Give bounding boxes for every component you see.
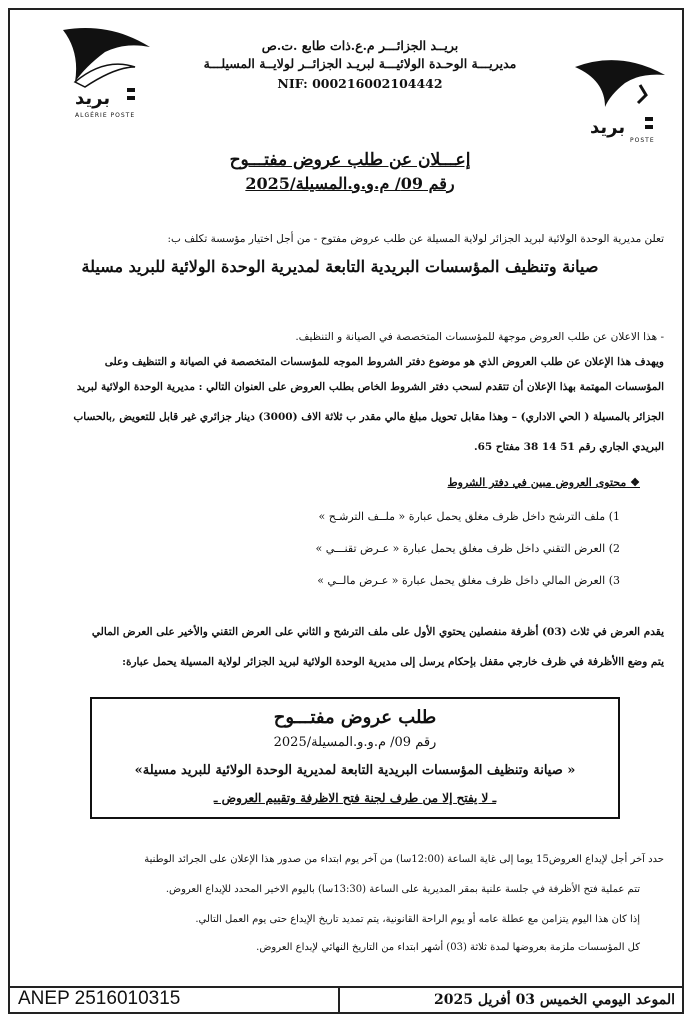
algerie-poste-logo-right: [570, 55, 670, 145]
logo-left-caption: ALGÉRIE POSTE: [75, 112, 136, 119]
contents-item: 3) العرض المالي داخل ظرف مغلق يحمل عبارة « عـرض مالــي »: [317, 574, 620, 587]
submission-line-2: يتم وضع االأظرفة في ظرف خارجي مقفل بإحكام يرسل إلى مديرية الوحدة الولائية لبريد الجزائر لولاية المسيلة يحمل عبارة:: [122, 656, 664, 668]
header-org-line: بريــد الجزائـــر م.ع.ذات طابع .ت.ص: [261, 38, 459, 53]
intro-text: تعلن مديرية الوحدة الولائية لبريد الجزائر لولاية المسيلة عن طلب عروض مفتوح - من أجل اختيار مؤسسة تكلف ب:: [167, 233, 664, 245]
deadline-line-3: إذا كان هذا اليوم يتزامن مع عطلة عامه أو يوم الراحة القانونية، يتم تمديد تاريخ الإيداع حتى يوم العمل التالي.: [195, 914, 640, 925]
header-directorate-line: مديريـــة الوحـدة الولائيـــة لبريـد الجزائــر لولايــة المسيلـــة: [203, 56, 517, 71]
body-bullet-line: - هذا الاعلان عن طلب العروض موجهة للمؤسسات المتخصصة في الصيانة و التنظيف.: [295, 331, 664, 343]
bird-logo-icon: [55, 22, 155, 122]
footer-divider: [338, 986, 340, 1014]
box-title: طلب عروض مفتـــوح: [273, 707, 437, 728]
contents-item: 2) العرض التقني داخل ظرف مغلق يحمل عبارة « عـرض تقنـــي »: [315, 542, 620, 555]
deadline-line-2: تتم عملية فتح الأظرفة في جلسة علنية بمقر المديرية على الساعة (13:30سا) باليوم الاخير المحدد للإيداع العروض.: [165, 884, 640, 895]
envelope-label-box: [90, 697, 620, 819]
tender-subject: صيانة وتنظيف المؤسسات البريدية التابعة لمديرية الوحدة الولائية للبريد مسيلة: [81, 257, 599, 276]
announcement-reference: رقم 09/ م.و.و.المسيلة/2025: [245, 174, 455, 193]
contents-heading: ❖ محتوى العروض مبين في دفتر الشروط: [447, 476, 640, 489]
submission-line-1: يقدم العرض في ثلاث (03) أظرفة منفصلين يحتوي الأول على ملف الترشح و الثاني على العرض التقني والأخير على العرض المالي: [91, 626, 664, 638]
announcement-title: إعـــلان عن طلب عروض مفتـــوح: [229, 150, 471, 170]
body-paragraph-line-4: البريدي الجاري رقم 51 14 38 مفتاح 65.: [473, 441, 664, 453]
body-paragraph-line-3: الجزائر بالمسيلة ( الحي الاداري) – وهذا مقابل تحويل مبلغ مالي مقدر ب ثلاثة الاف (3000) دينار جزائري غير قابل للتعويض ,بالحساب: [73, 411, 664, 423]
svg-text:بريد: بريد: [75, 88, 111, 109]
bird-logo-icon: [570, 55, 670, 145]
anep-code: ANEP 2516010315: [18, 988, 181, 1009]
box-reference: رقم 09/ م.و.و.المسيلة/2025: [273, 735, 437, 750]
body-paragraph-line-1: ويهدف هذا الإعلان عن طلب العروض الذي هو موضوع دفتر الشروط الموجه للمؤسسات المتخصصة في الصيانة و التنظيف وعلى: [104, 356, 664, 368]
box-subject: « صيانة وتنظيف المؤسسات البريدية التابعة لمديرية الوحدة الولائية للبريد مسيلة»: [134, 763, 576, 778]
deadline-line-1: حدد آخر أجل لإيداع العروض15 يوما إلى غاية الساعة (12:00سا) من آخر يوم ابتداء من صدور هذا الإعلان على الجرائد الوطنية: [144, 854, 664, 865]
deadline-line-4: كل المؤسسات ملزمة بعروضها لمدة ثلاثة (03) أشهر ابتداء من التاريخ النهائي لإبداع العروض.: [256, 942, 640, 953]
logo-right-caption: POSTE: [630, 137, 655, 144]
header-nif: NIF: 000216002104442: [277, 76, 443, 91]
box-note: ـ لا يفتح إلا من طرف لجنة فتح الاظرفة وتقييم العروض ـ: [213, 791, 497, 805]
svg-text:بريد: بريد: [590, 117, 626, 138]
contents-item: 1) ملف الترشح داخل ظرف مغلق يحمل عبارة « ملــف الترشـح »: [318, 510, 620, 523]
algerie-poste-logo-left: [55, 22, 155, 122]
body-paragraph-line-2: المؤسسات المهتمة بهذا الإعلان أن تتقدم لسحب دفتر الشروط الخاص بطلب العروض على العنوان التالي : مديرية الوحدة الولائية لبريد: [76, 381, 664, 393]
footer-publication-date: الموعد اليومي الخميس 03 أفريل 2025: [434, 992, 675, 1008]
